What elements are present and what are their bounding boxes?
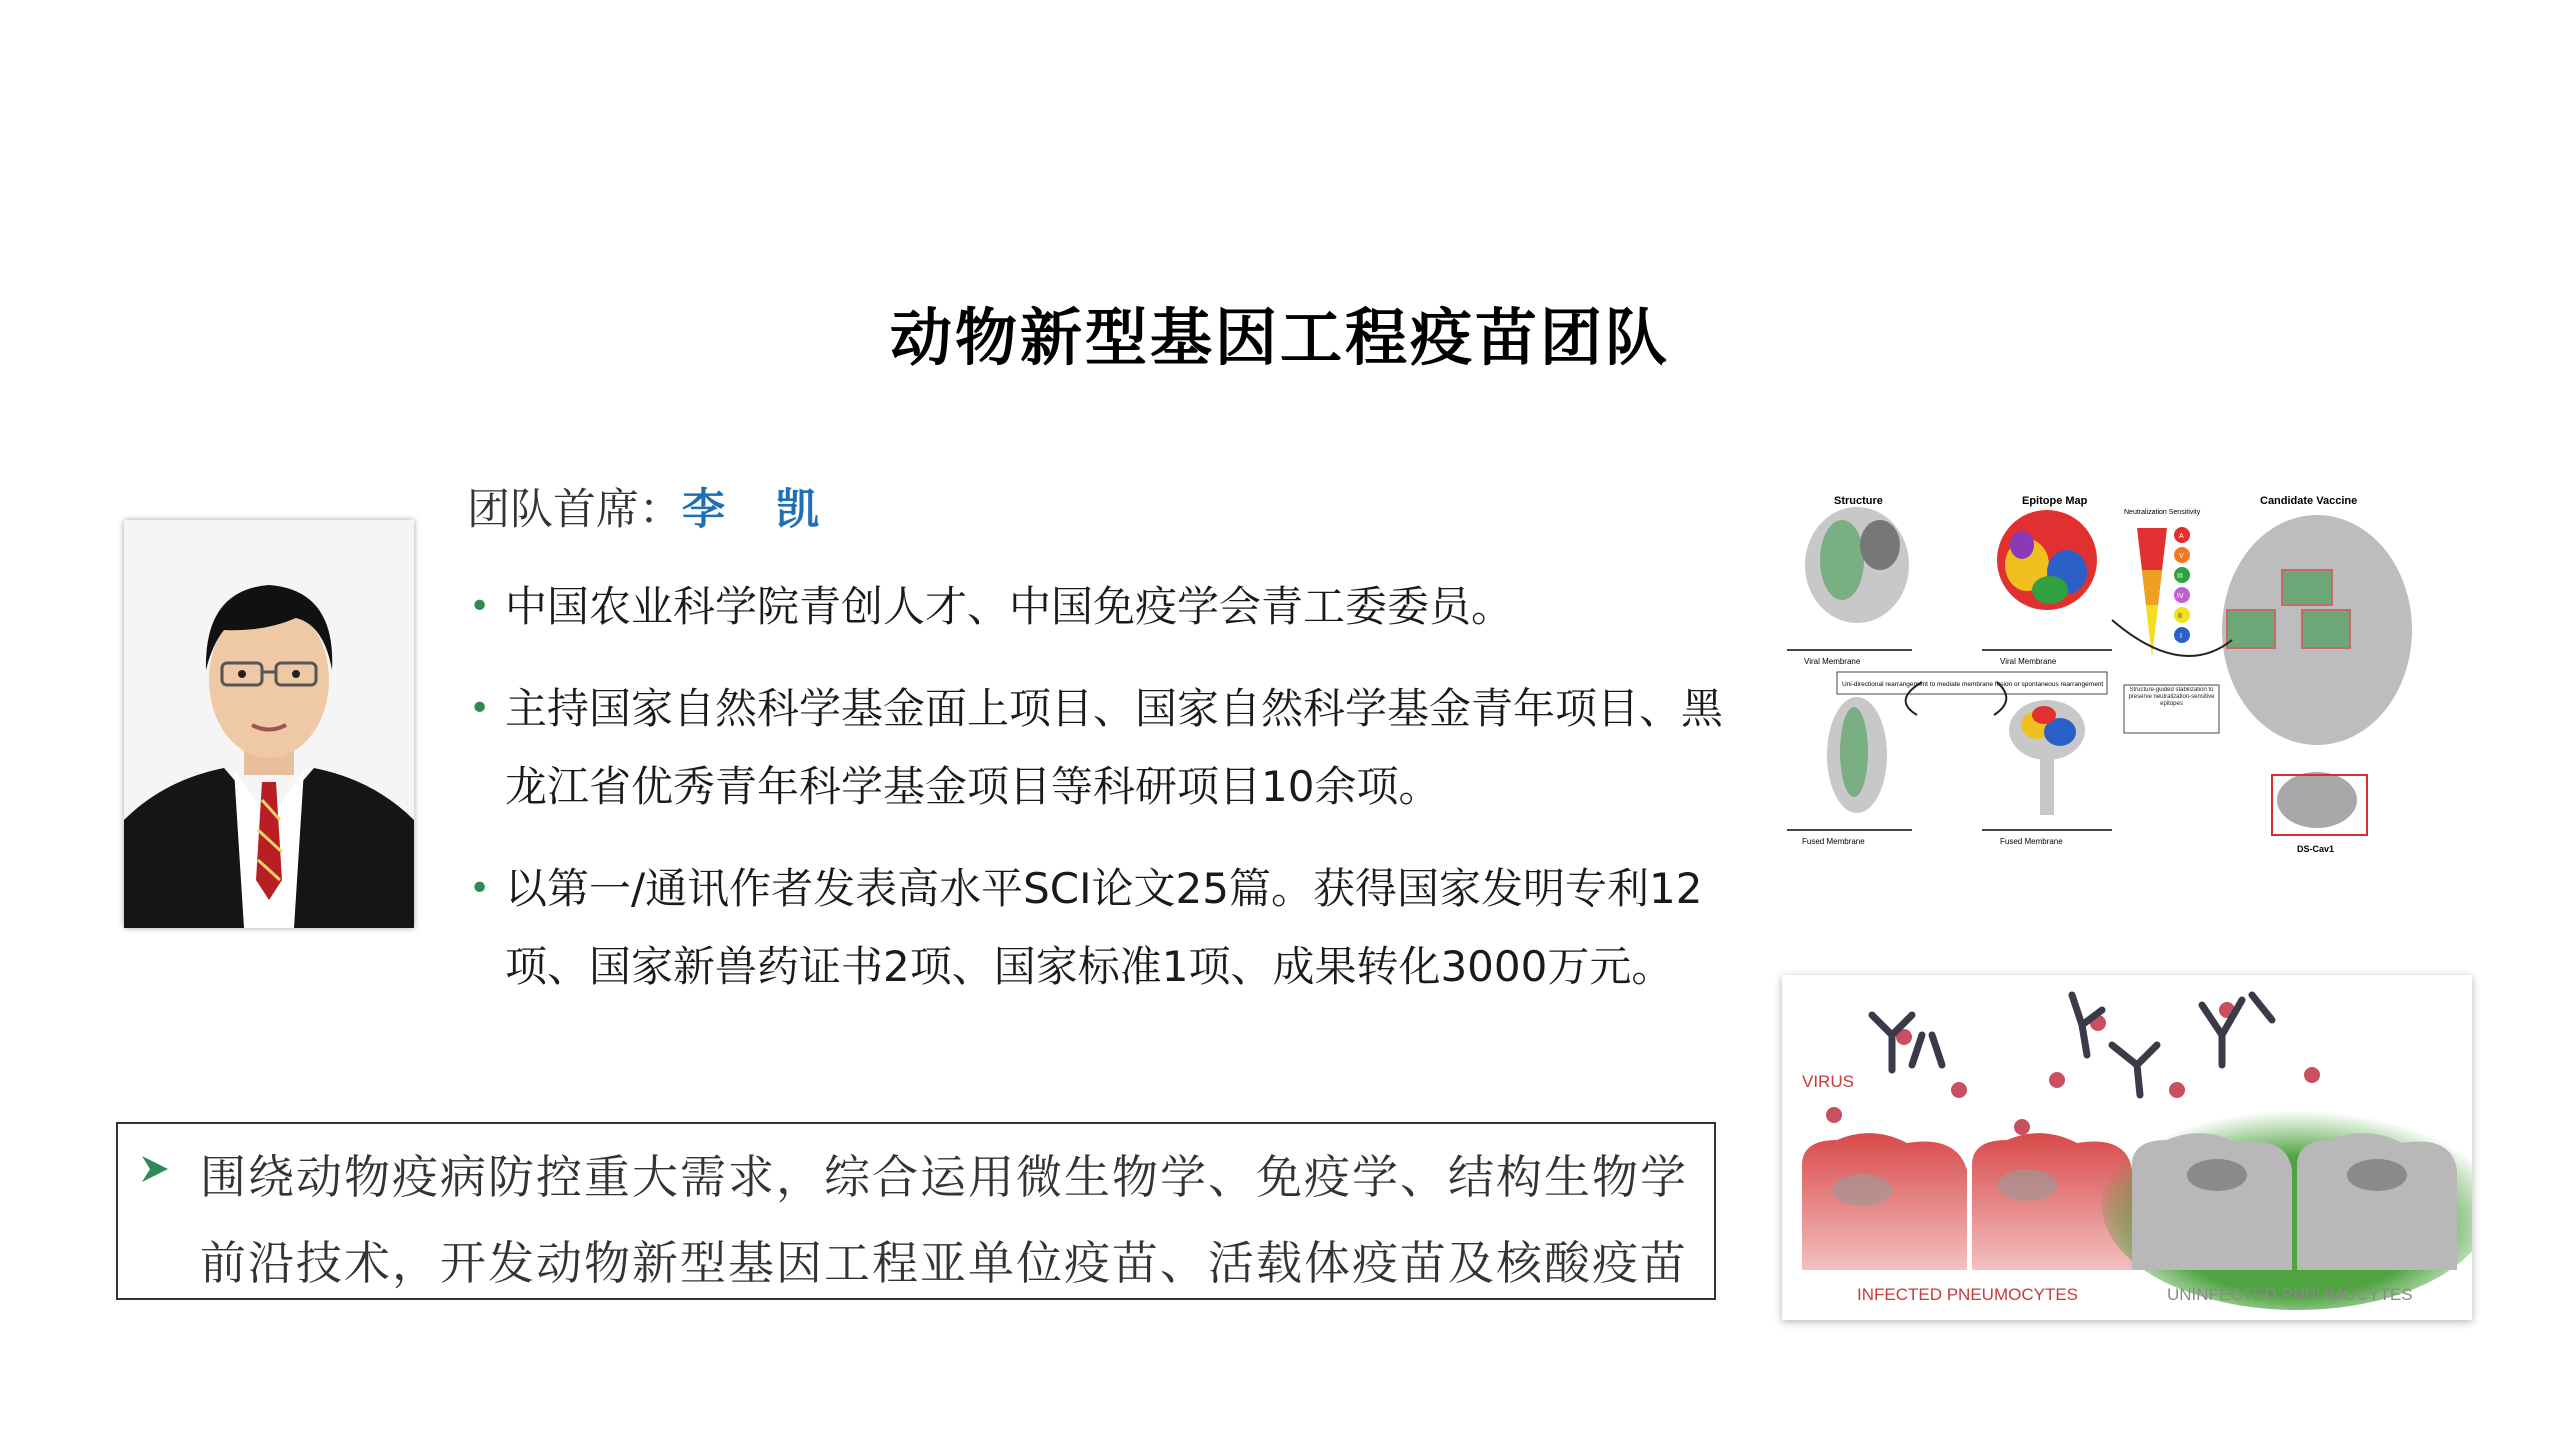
slide-title: 动物新型基因工程疫苗团队 [889,301,1670,374]
infected-pneumocytes-label: INFECTED PNEUMOCYTES [1857,1285,2079,1304]
team-leader [467,476,837,537]
achievement-list [465,568,1735,1030]
arrow-bullet-icon [140,1154,170,1184]
prefusion-structure-graphic [1805,507,1909,623]
fused-membrane-label-1: Fused Membrane [1802,837,1865,846]
virus-label: VIRUS [1802,1072,1854,1091]
postfusion-structure-graphic [1827,697,2085,815]
antibody-graphics [1872,995,2272,1095]
ds-cav1-label: DS-Cav1 [2297,844,2335,854]
team-leader-label: 团队首席： [467,485,682,535]
fused-membrane-label-2: Fused Membrane [2000,837,2063,846]
neutralization-scale [2137,527,2190,655]
epitope-map-graphic [1997,510,2097,610]
achievement-item: • 中国农业科学院青创人才、中国免疫学会青工委委员。 [465,568,1735,646]
viral-membrane-label-1: Viral Membrane [1804,657,1861,666]
sensitivity-level: A [2179,533,2184,540]
figure-candidate-label: Candidate Vaccine [2260,495,2358,507]
sensitivity-level: III [2177,573,2183,580]
sensitivity-level: V [2179,553,2184,560]
rearrangement-caption: Uni-directional rearrangement to mediate membrane fusion or spontaneous rearrangement [1842,681,2104,688]
uninfected-pneumocytes-label: UNINFECTED PNEUMOCYTES [2167,1285,2413,1304]
figure-structure-label: Structure [1834,495,1883,507]
figure-epitope-label: Epitope Map [2022,495,2088,507]
candidate-vaccine-graphic [2222,515,2412,835]
sensitivity-level: I [2180,633,2182,640]
portrait-image [124,520,414,928]
sensitivity-level: II [2178,613,2182,620]
research-summary-text: 围绕动物疫病防控重大需求，综合运用微生物学、免疫学、结构生物学前沿技术，开发动物新型基因工程亚单位疫苗、活载体疫苗及核酸疫苗 [200,1150,1688,1290]
vaccine-design-figure [1782,490,2472,880]
research-summary-box [116,1122,1716,1300]
achievement-item: • 主持国家自然科学基金面上项目、国家自然科学基金青年项目、黑龙江省优秀青年科学基金项目等科研项目10余项。 [465,670,1735,826]
uninfected-cell-1 [2132,1133,2292,1270]
pneumocyte-figure [1782,975,2472,1320]
leader-photo [124,520,414,928]
viral-membrane-label-2: Viral Membrane [2000,657,2057,666]
uninfected-cell-2 [2297,1133,2457,1270]
infected-cell-1 [1802,1133,1967,1270]
sensitivity-level: IV [2177,593,2184,600]
team-leader-name: 李 凯 [682,485,837,535]
figure-neutralization-label: Neutralization Sensitivity [2124,509,2201,516]
structure-guided-caption: Structure-guided stabilization to preserve neutralization-sensitive epitopes [2128,687,2215,707]
achievement-item: • 以第一/通讯作者发表高水平SCI论文25篇。获得国家发明专利12项、国家新兽药证书2项、国家标准1项、成果转化3000万元。 [465,850,1735,1006]
